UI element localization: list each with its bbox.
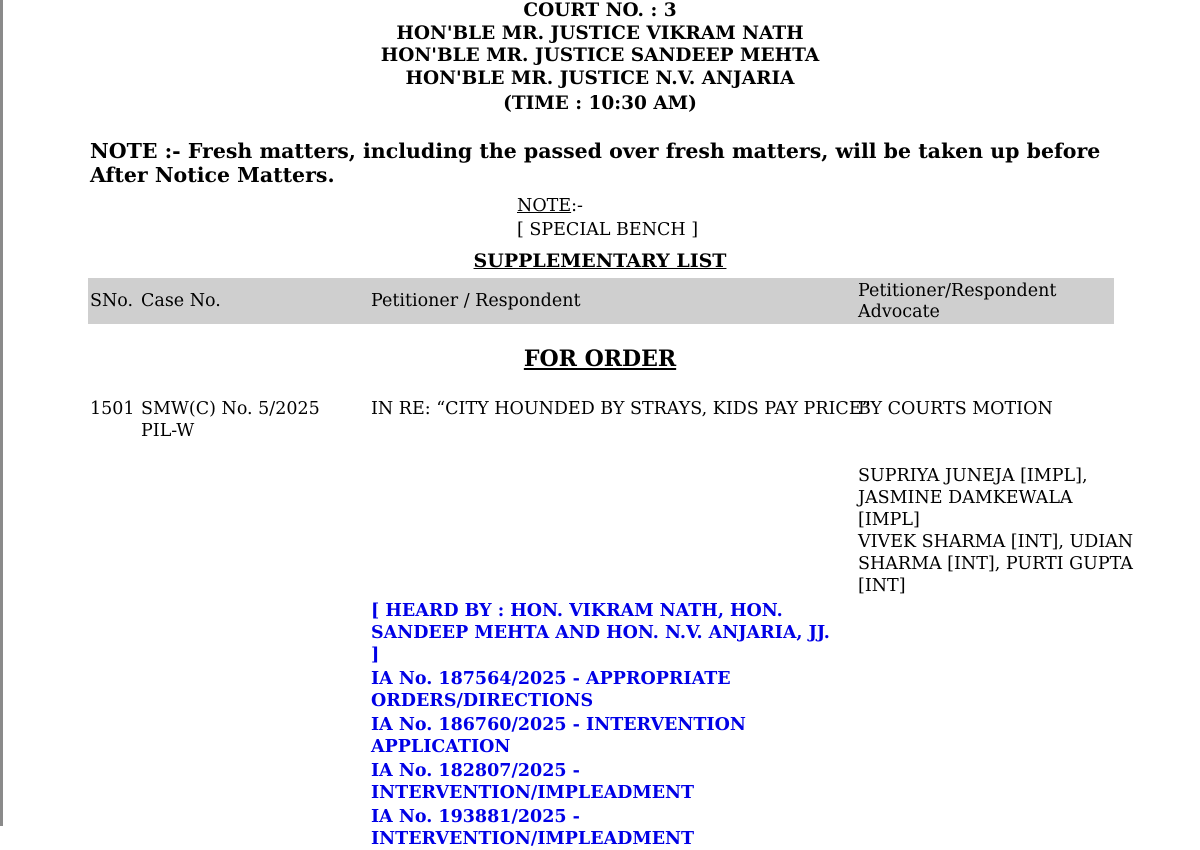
- advocate-line: VIVEK SHARMA [INT], UDIAN: [858, 532, 1134, 552]
- ia-line1: IA No. 193881/2025 -: [371, 807, 580, 827]
- heard-by-line2: SANDEEP MEHTA AND HON. N.V. ANJARIA, JJ. ]: [371, 623, 830, 665]
- row-case-no: [141, 398, 320, 442]
- ia-line2: ORDERS/DIRECTIONS: [371, 691, 594, 711]
- advocate-line: SHARMA [INT], PURTI GUPTA: [858, 554, 1133, 574]
- ia-line1: IA No. 186760/2025 - INTERVENTION: [371, 715, 746, 735]
- header-advocate-line2: Advocate: [858, 302, 940, 322]
- header-sno: SNo.: [90, 291, 134, 311]
- sitting-time: (TIME : 10:30 AM): [503, 93, 697, 114]
- heard-by-line1: [ HEARD BY : HON. VIKRAM NATH, HON.: [371, 601, 783, 621]
- fresh-matters-note: NOTE :- Fresh matters, including the passed over fresh matters, will be taken up before After Notice Matters.: [90, 139, 1101, 187]
- ia-line2: APPLICATION: [371, 737, 511, 757]
- ia-entry: [371, 668, 841, 712]
- special-bench-label: [ SPECIAL BENCH ]: [517, 220, 699, 240]
- ia-line1: IA No. 187564/2025 - APPROPRIATE: [371, 669, 731, 689]
- ia-entry: [371, 760, 841, 804]
- ia-entry: [371, 806, 841, 850]
- ia-entry: [371, 714, 841, 758]
- page-left-edge: [0, 0, 3, 826]
- row-advocate-primary: BY COURTS MOTION: [858, 399, 1053, 419]
- header-parties: Petitioner / Respondent: [371, 291, 581, 311]
- case-category: PIL-W: [141, 421, 195, 441]
- header-advocate-line1: Petitioner/Respondent: [858, 281, 1057, 301]
- supplementary-list-title: SUPPLEMENTARY LIST: [473, 250, 727, 272]
- note-suffix: :-: [571, 196, 583, 216]
- heard-by-note: [371, 600, 841, 666]
- row-advocate-list: [858, 465, 1133, 597]
- cause-list-header: [0, 0, 1200, 116]
- ia-line2: INTERVENTION/IMPLEADMENT: [371, 783, 695, 803]
- bench-note: [517, 194, 698, 242]
- note-label: NOTE: [517, 196, 572, 216]
- advocate-line: SUPRIYA JUNEJA [IMPL],: [858, 466, 1088, 486]
- advocate-line: JASMINE DAMKEWALA: [858, 488, 1073, 508]
- judge-1: HON'BLE MR. JUSTICE VIKRAM NATH: [396, 22, 804, 44]
- ia-line1: IA No. 182807/2025 -: [371, 761, 580, 781]
- table-header: [88, 278, 1114, 324]
- judge-3: HON'BLE MR. JUSTICE N.V. ANJARIA: [405, 67, 795, 89]
- judge-2: HON'BLE MR. JUSTICE SANDEEP MEHTA: [380, 45, 820, 66]
- case-no-line1: SMW(C) No. 5/2025: [141, 399, 320, 419]
- advocate-line: [INT]: [858, 576, 906, 596]
- heard-by-and-applications: [371, 600, 841, 850]
- ia-line2: INTERVENTION/IMPLEADMENT: [371, 829, 695, 849]
- advocate-line: [IMPL]: [858, 510, 920, 530]
- for-order-heading: FOR ORDER: [523, 346, 677, 372]
- court-number: COURT NO. : 3: [523, 0, 677, 21]
- row-sno: 1501: [90, 399, 135, 419]
- header-case-no: Case No.: [141, 291, 221, 311]
- row-parties: IN RE: “CITY HOUNDED BY STRAYS, KIDS PAY PRICE”: [371, 399, 871, 419]
